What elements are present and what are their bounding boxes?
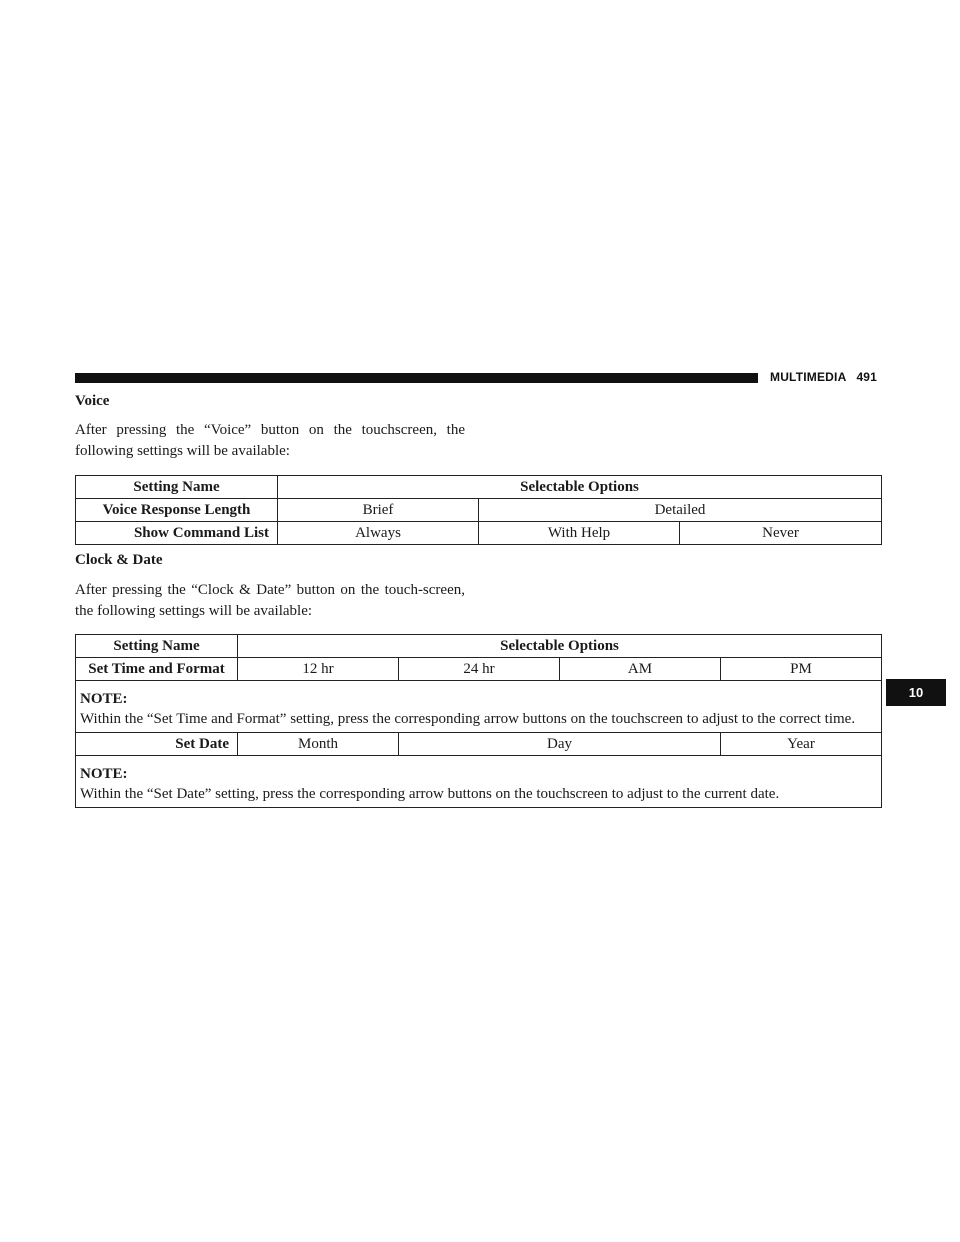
option-cell: Day	[399, 733, 721, 756]
setting-voice-response-length: Voice Response Length	[76, 499, 278, 522]
note-text: Within the “Set Time and Format” setting, press the corresponding arrow buttons on the touchscreen to adjust to the correct time.	[80, 711, 856, 727]
note-text: Within the “Set Date” setting, press the corresponding arrow buttons on the touchscreen to adjust to the current date.	[80, 786, 780, 802]
setting-set-date: Set Date	[76, 733, 238, 756]
note-label: NOTE:	[80, 691, 128, 707]
option-cell: Always	[278, 522, 479, 545]
clock-date-heading: Clock & Date	[75, 552, 163, 568]
page-number: 491	[856, 370, 878, 384]
option-cell: Detailed	[479, 499, 882, 522]
note-row	[76, 681, 882, 733]
running-header	[770, 370, 877, 384]
option-cell: Year	[721, 733, 882, 756]
voice-intro: After pressing the “Voice” button on the touchscreen, the following settings will be available:	[75, 422, 465, 459]
table-row	[76, 522, 882, 545]
col-selectable-options: Selectable Options	[238, 635, 882, 658]
option-cell: Never	[680, 522, 882, 545]
voice-settings-table	[75, 475, 882, 545]
option-cell: 12 hr	[238, 658, 399, 681]
option-cell: PM	[721, 658, 882, 681]
option-cell: With Help	[479, 522, 680, 545]
option-cell: 24 hr	[399, 658, 560, 681]
option-cell: Month	[238, 733, 399, 756]
col-setting-name: Setting Name	[76, 476, 278, 499]
note-label: NOTE:	[80, 766, 128, 782]
note-set-time	[76, 681, 882, 733]
col-setting-name: Setting Name	[76, 635, 238, 658]
option-cell: AM	[560, 658, 721, 681]
chapter-tab: 10	[886, 679, 946, 706]
table-row	[76, 658, 882, 681]
col-selectable-options: Selectable Options	[278, 476, 882, 499]
note-set-date	[76, 756, 882, 808]
clock-date-intro: After pressing the “Clock & Date” button on the touch-screen, the following settings will be available:	[75, 582, 465, 619]
option-cell: Brief	[278, 499, 479, 522]
setting-show-command-list: Show Command List	[76, 522, 278, 545]
table-row	[76, 499, 882, 522]
header-rule	[75, 373, 758, 383]
section-title: MULTIMEDIA	[770, 370, 847, 384]
clock-date-settings-table	[75, 634, 882, 808]
voice-heading: Voice	[75, 393, 110, 409]
setting-set-time-and-format: Set Time and Format	[76, 658, 238, 681]
table-row	[76, 733, 882, 756]
note-row	[76, 756, 882, 808]
table-header-row	[76, 476, 882, 499]
table-header-row	[76, 635, 882, 658]
